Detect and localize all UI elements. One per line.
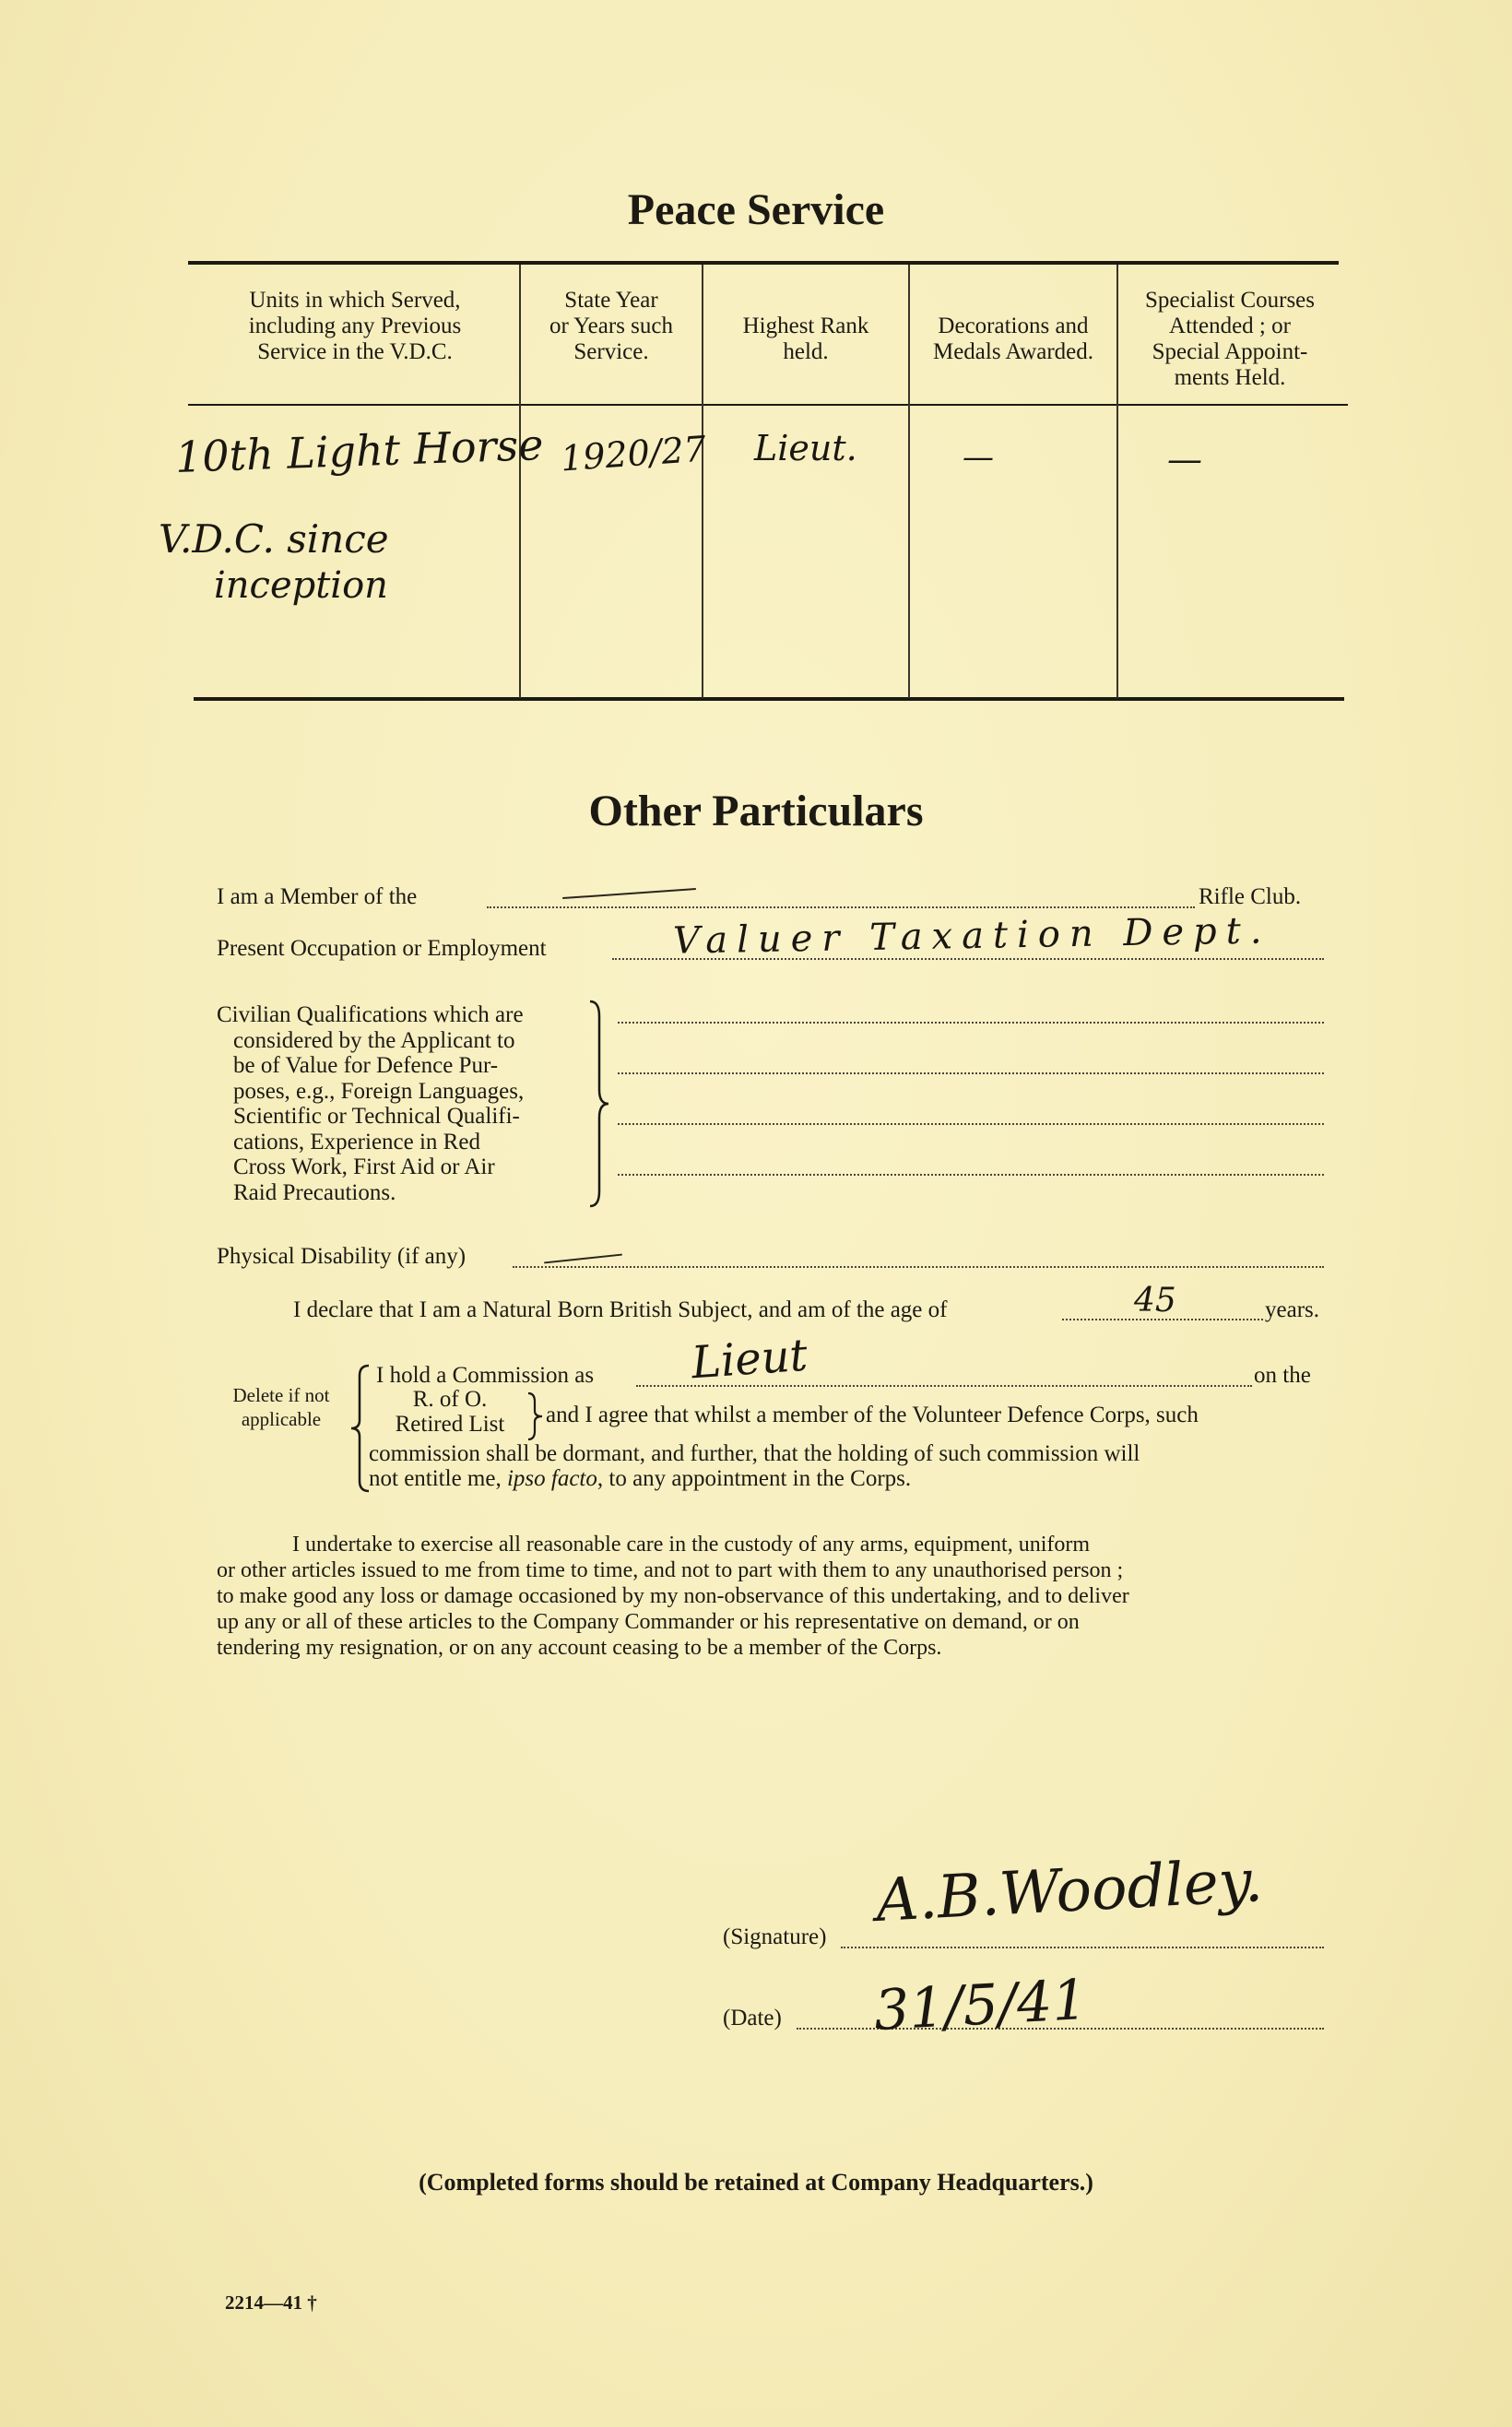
table-top-rule — [188, 261, 1339, 265]
form-code: 2214—41 † — [225, 2291, 317, 2314]
table-bottom-rule — [194, 697, 1344, 701]
table-col-divider — [519, 265, 521, 698]
entry-units-line1: 10th Light Horse — [174, 420, 545, 482]
member-suffix: Rifle Club. — [1199, 884, 1302, 909]
entry-units-line3: inception — [214, 564, 388, 607]
civilian-line-4 — [618, 1174, 1324, 1176]
table-col-divider — [1116, 265, 1118, 698]
other-particulars-title: Other Particulars — [588, 787, 924, 835]
signature-dotted-line — [841, 1947, 1324, 1948]
civilian-brace — [586, 998, 614, 1210]
on-the-text: on the — [1254, 1363, 1311, 1388]
table-header-rule — [188, 404, 1348, 406]
header-units: Units in which Served, including any Previous Service in the V.D.C. — [248, 288, 462, 364]
signature-label: (Signature) — [723, 1924, 827, 1949]
commission-label: I hold a Commission as — [376, 1363, 595, 1388]
peace-service-title: Peace Service — [627, 185, 885, 234]
ro-brace — [526, 1391, 546, 1442]
entry-rank: Lieut. — [754, 428, 857, 468]
age-value: 45 — [1134, 1282, 1176, 1320]
undertaking-paragraph: I undertake to exercise all reasonable care in the custody of any arms, equipment, uniform or other articles issued to me from time to time, and not to part with them to any unauthorised person ; to make good any loss or damage occasioned by my non-observance of this undertaking, and to deliver up any or all of these articles to the Company Commander or his representative on demand, or on tendering my resignation, or on any account ceasing to be a member of the Corps. — [217, 1533, 1129, 1660]
entry-courses: — — [1167, 439, 1202, 479]
member-label: I am a Member of the — [217, 884, 418, 909]
entry-units-line2: V.D.C. since — [159, 516, 389, 562]
date-label: (Date) — [723, 2006, 782, 2030]
dormant-text: commission shall be dormant, and further, that the holding of such commission will — [369, 1441, 1140, 1466]
civilian-line-1 — [618, 1022, 1324, 1024]
civilian-qualifications-label: Civilian Qualifications which are considered by the Applicant to be of Value for Defence Pur- poses, e.g., Foreign Languages, Scientific or Technical Qualifi- cations, Experience in Red Cross Work, First Aid or Air Raid Precautions. — [217, 1002, 525, 1205]
table-col-divider — [908, 265, 910, 698]
occupation-label: Present Occupation or Employment — [217, 936, 547, 961]
declare-text: I declare that I am a Natural Born British Subject, and am of the age of — [293, 1297, 948, 1322]
entry-decorations: — — [963, 439, 994, 476]
header-decorations: Decorations and Medals Awarded. — [932, 314, 1094, 364]
occupation-value: Valuer Taxation Dept. — [672, 909, 1271, 963]
footer-note: (Completed forms should be retained at Company Headquarters.) — [419, 2169, 1093, 2196]
header-rank: Highest Rank held. — [742, 314, 869, 364]
ro-block: R. of O. Retired List — [395, 1387, 505, 1437]
delete-note: Delete if not applicable — [232, 1384, 330, 1430]
agree-text: and I agree that whilst a member of the Volunteer Defence Corps, such — [546, 1403, 1199, 1427]
disability-dotted-line — [513, 1266, 1324, 1268]
header-years: State Year or Years such Service. — [549, 288, 674, 364]
table-col-divider — [702, 265, 703, 698]
entry-years: 1920/27 — [559, 428, 708, 479]
commission-value: Lieut — [690, 1329, 809, 1390]
years-word: years. — [1265, 1297, 1319, 1322]
civilian-line-2 — [618, 1072, 1324, 1074]
date-value: 31/5/41 — [872, 1967, 1089, 2044]
header-courses: Specialist Courses Attended ; or Special Appoint- ments Held. — [1144, 288, 1315, 390]
disability-label: Physical Disability (if any) — [217, 1244, 467, 1269]
entitle-text: not entitle me, ipso facto, to any appointment in the Corps. — [369, 1466, 912, 1491]
civilian-line-3 — [618, 1123, 1324, 1125]
signature-value: A.B.Woodley. — [874, 1847, 1265, 1936]
member-dotted-line — [487, 906, 1195, 908]
